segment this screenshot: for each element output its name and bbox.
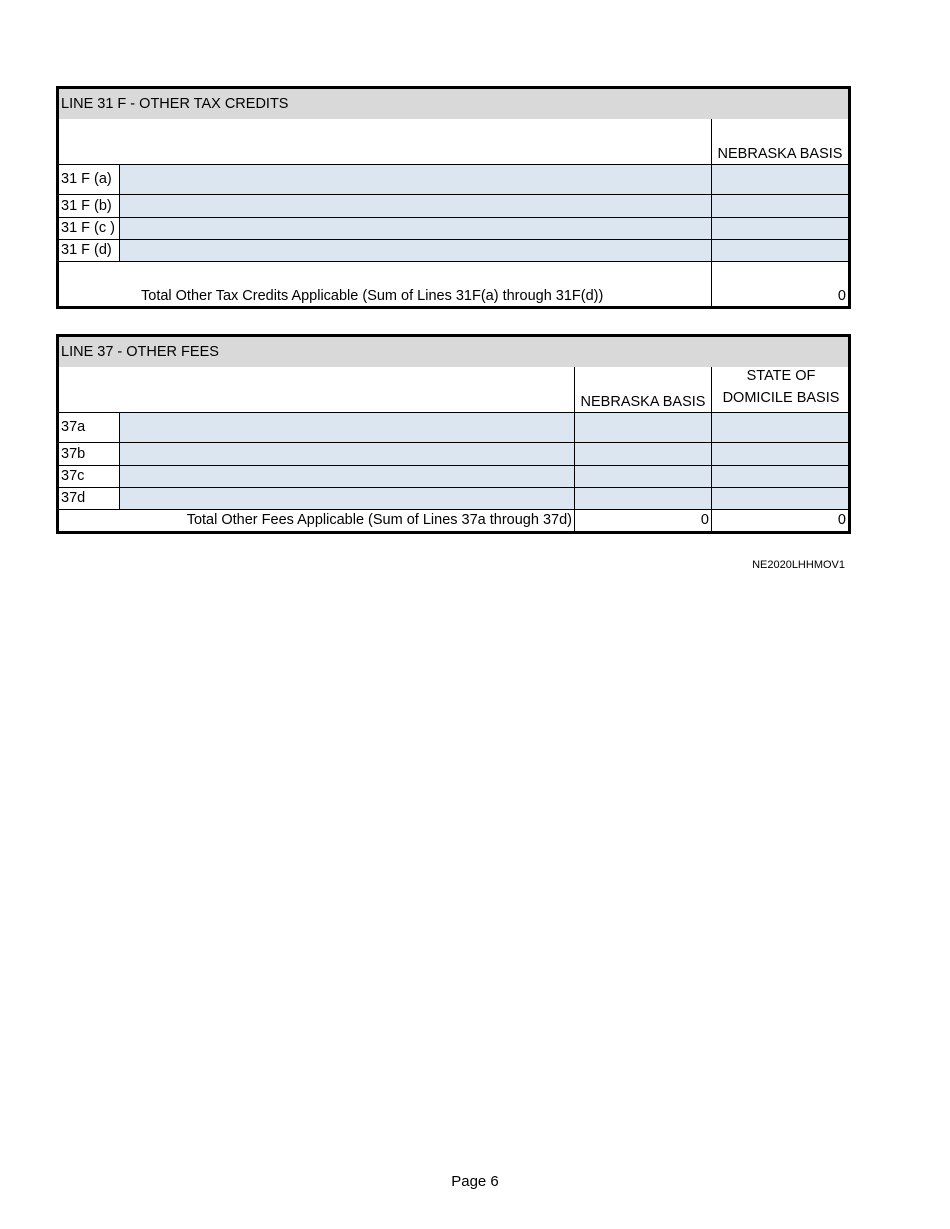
- page-number: Page 6: [451, 1173, 499, 1190]
- description-input[interactable]: [119, 413, 574, 442]
- line-label: 37b: [61, 445, 86, 462]
- line-label: 31 F (a): [61, 171, 112, 188]
- total-domicile-value: 0: [711, 510, 848, 531]
- nebraska-basis-input[interactable]: [711, 218, 848, 239]
- other-fees-table: [56, 334, 851, 534]
- table-row: [59, 412, 848, 442]
- domicile-basis-input[interactable]: [711, 443, 848, 465]
- section-title: LINE 31 F - OTHER TAX CREDITS: [61, 95, 289, 112]
- description-input[interactable]: [119, 165, 711, 194]
- table-row: [59, 194, 848, 217]
- line-label: 37c: [61, 468, 85, 485]
- line-label: 37d: [61, 490, 86, 507]
- description-input[interactable]: [119, 466, 574, 487]
- section-header: [59, 89, 848, 119]
- description-input[interactable]: [119, 240, 711, 261]
- total-label: Total Other Tax Credits Applicable (Sum of Lines 31F(a) through 31F(d)): [141, 287, 604, 304]
- domicile-header-line2: DOMICILE BASIS: [722, 390, 840, 406]
- domicile-basis-input[interactable]: [711, 413, 848, 442]
- nebraska-basis-input[interactable]: [574, 413, 711, 442]
- line-label: 37a: [61, 419, 86, 436]
- table-row: [59, 442, 848, 465]
- line-label: 31 F (d): [61, 242, 112, 259]
- section-title: LINE 37 - OTHER FEES: [61, 343, 219, 360]
- line-label: 31 F (b): [61, 197, 112, 214]
- domicile-header-line1: STATE OF: [746, 368, 816, 384]
- description-input[interactable]: [119, 218, 711, 239]
- column-header-row: [59, 367, 848, 412]
- total-nebraska-value: 0: [574, 510, 711, 531]
- nebraska-basis-input[interactable]: [711, 195, 848, 217]
- domicile-basis-header: [711, 367, 848, 412]
- table-row: [59, 217, 848, 239]
- section-header: [59, 337, 848, 367]
- domicile-basis-input[interactable]: [711, 466, 848, 487]
- table-row: [59, 487, 848, 509]
- domicile-basis-input[interactable]: [711, 488, 848, 509]
- total-row: [59, 509, 848, 531]
- nebraska-basis-input[interactable]: [711, 165, 848, 194]
- table-row: [59, 465, 848, 487]
- total-label: Total Other Fees Applicable (Sum of Lines 37a through 37d): [186, 512, 572, 529]
- description-input[interactable]: [119, 195, 711, 217]
- description-input[interactable]: [119, 443, 574, 465]
- table-row: [59, 164, 848, 194]
- nebraska-basis-input[interactable]: [574, 443, 711, 465]
- total-row: [59, 261, 848, 306]
- form-code: NE2020LHHMOV1: [752, 559, 845, 571]
- nebraska-basis-input[interactable]: [574, 466, 711, 487]
- nebraska-basis-header: NEBRASKA BASIS: [711, 119, 848, 164]
- nebraska-basis-input[interactable]: [711, 240, 848, 261]
- other-tax-credits-table: [56, 86, 851, 309]
- column-header-row: [59, 119, 848, 164]
- line-label: 31 F (c ): [61, 220, 115, 237]
- nebraska-basis-header: NEBRASKA BASIS: [574, 367, 711, 412]
- table-row: [59, 239, 848, 261]
- description-input[interactable]: [119, 488, 574, 509]
- total-nebraska-value: 0: [711, 262, 848, 306]
- nebraska-basis-input[interactable]: [574, 488, 711, 509]
